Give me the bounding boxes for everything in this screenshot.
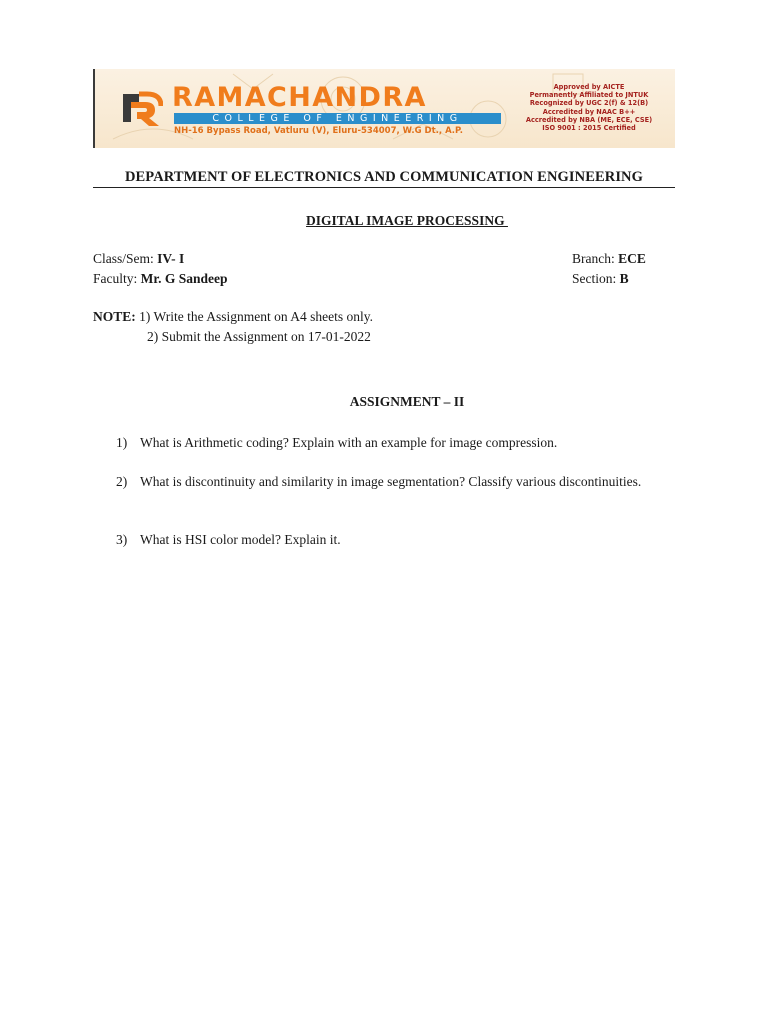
question-number: 3) — [116, 532, 128, 547]
class-sem-field — [93, 250, 184, 268]
department-divider — [93, 187, 675, 188]
department-heading: DEPARTMENT OF ELECTRONICS AND COMMUNICATION ENGINEERING — [124, 169, 644, 185]
branch-field — [572, 250, 646, 268]
question-item — [116, 433, 675, 453]
note-label: NOTE: — [93, 309, 136, 324]
faculty-value: Mr. G Sandeep — [140, 271, 228, 286]
accreditation-line: Accredited by NAAC B++ — [542, 107, 636, 116]
question-number: 2) — [116, 474, 128, 489]
accreditation-line: Accredited by NBA (ME, ECE, CSE) — [525, 115, 653, 124]
question-text: What is discontinuity and similarity in image segmentation? Classify various discontinuities. — [140, 474, 642, 489]
college-logo-icon — [119, 88, 163, 128]
college-banner — [93, 69, 675, 148]
section-value: B — [619, 271, 629, 286]
note-text-1: 1) Write the Assignment on A4 sheets only. — [135, 309, 373, 324]
branch-label: Branch: — [572, 251, 619, 266]
accreditation-line: Approved by AICTE — [553, 83, 625, 91]
class-sem-label: Class/Sem: — [93, 251, 158, 266]
college-address: NH-16 Bypass Road, Vatluru (V), Eluru-534007, W.G Dt., A.P. — [174, 126, 463, 136]
question-text: What is Arithmetic coding? Explain with an example for image compression. — [140, 435, 558, 450]
question-item — [116, 530, 675, 550]
section-label: Section: — [572, 271, 620, 286]
subject-title: DIGITAL IMAGE PROCESSING — [306, 213, 508, 228]
note-line-1 — [93, 308, 373, 326]
note-line-2 — [147, 328, 371, 346]
accreditation-list — [507, 83, 671, 132]
college-name: RAMACHANDRA — [172, 82, 427, 113]
question-text: What is HSI color model? Explain it. — [140, 532, 341, 547]
college-subtitle: COLLEGE OF ENGINEERING — [174, 113, 501, 124]
question-number: 1) — [116, 435, 128, 450]
class-sem-value: IV- I — [157, 251, 185, 266]
assignment-title: ASSIGNMENT – II — [349, 394, 465, 409]
accreditation-line: ISO 9001 : 2015 Certified — [542, 124, 636, 133]
note-text-2: 2) Submit the Assignment on 17-01-2022 — [147, 329, 371, 344]
branch-value: ECE — [618, 251, 646, 266]
faculty-label: Faculty: — [93, 271, 141, 286]
accreditation-line: Recognized by UGC 2(f) & 12(B) — [529, 99, 649, 108]
faculty-field — [93, 270, 228, 288]
accreditation-line: Permanently Affiliated to JNTUK — [529, 91, 649, 100]
section-field — [572, 270, 629, 288]
question-item — [116, 472, 675, 512]
